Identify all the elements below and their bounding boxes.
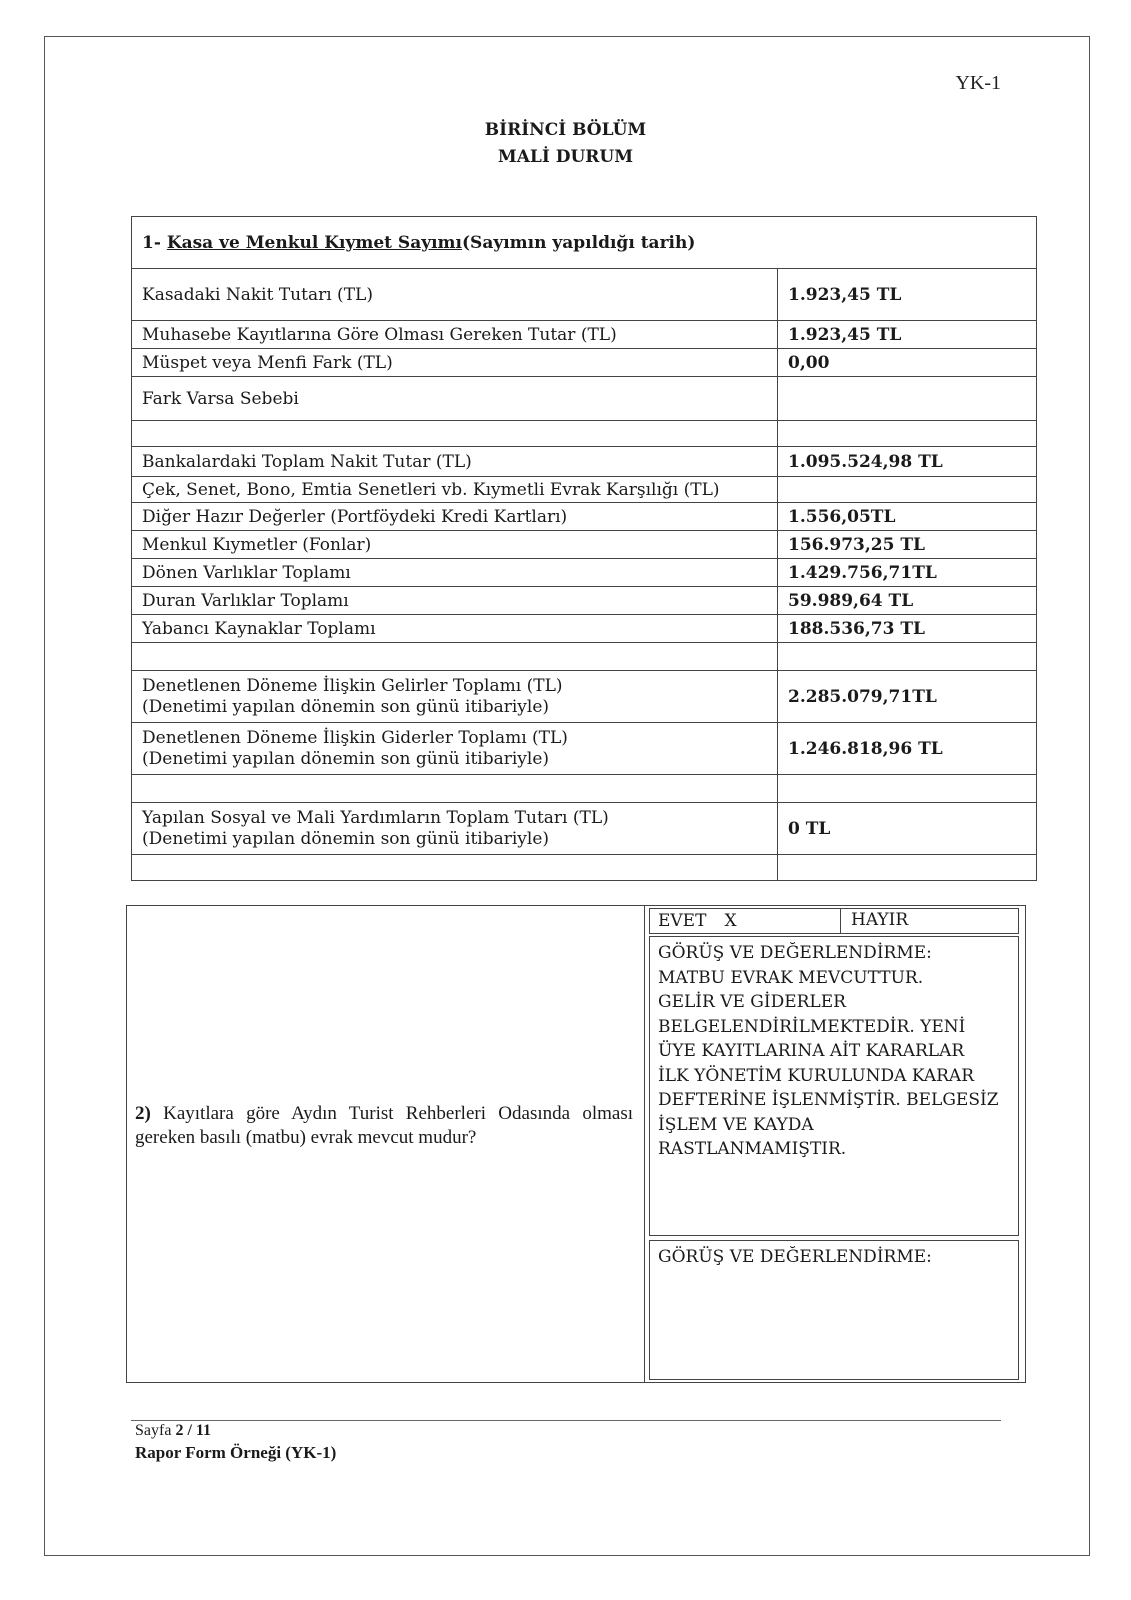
assessment-title: GÖRÜŞ VE DEĞERLENDİRME: <box>658 943 932 963</box>
financial-status-table <box>131 216 1037 881</box>
assessment-line: MATBU EVRAK MEVCUTTUR. <box>658 967 924 988</box>
row-label: Müspet veya Menfi Fark (TL) <box>132 349 778 377</box>
spacer-row <box>132 421 1037 447</box>
table-row <box>132 587 1037 615</box>
spacer-row <box>132 775 1037 803</box>
section-title-underlined: Kasa ve Menkul Kıymet Sayımı <box>166 232 462 253</box>
row-value: 0,00 <box>778 349 1037 377</box>
row-value: 1.923,45 TL <box>778 321 1037 349</box>
row-value <box>778 477 1037 503</box>
section-number: 1- <box>142 232 161 253</box>
row-label: Yabancı Kaynaklar Toplamı <box>132 615 778 643</box>
table-row <box>132 615 1037 643</box>
row-label <box>132 671 778 723</box>
row-label-sub: (Denetimi yapılan dönemin son günü itibariyle) <box>142 696 550 717</box>
table-row <box>132 559 1037 587</box>
row-label-main: Yapılan Sosyal ve Mali Yardımların Toplam Tutarı (TL) <box>142 807 609 828</box>
spacer-row <box>132 855 1037 881</box>
assessment-line: RASTLANMAMIŞTIR. <box>658 1139 847 1159</box>
assessment-line: İŞLEM VE KAYDA <box>658 1114 814 1135</box>
row-value: 1.429.756,71TL <box>778 559 1037 587</box>
table-row <box>132 531 1037 559</box>
answer-cell <box>645 906 1024 1382</box>
row-value <box>778 377 1037 421</box>
document-code: YK-1 <box>955 72 1001 94</box>
form-name: Rapor Form Örneği (YK-1) <box>135 1443 337 1462</box>
page-footer <box>135 1420 336 1464</box>
row-label: Dönen Varlıklar Toplamı <box>132 559 778 587</box>
yes-mark: X <box>724 911 737 931</box>
assessment-line: DEFTERİNE İŞLENMİŞTİR. BELGESİZ <box>658 1090 999 1110</box>
assessment-line: ÜYE KAYITLARINA AİT KARARLAR <box>658 1041 965 1061</box>
row-value: 156.973,25 TL <box>778 531 1037 559</box>
table-row <box>132 269 1037 321</box>
table-row <box>132 803 1037 855</box>
question-number: 2) <box>135 1103 151 1124</box>
page-prefix: Sayfa <box>135 1422 176 1439</box>
row-label <box>132 723 778 775</box>
row-label-sub: (Denetimi yapılan dönemin son günü itibariyle) <box>142 828 550 849</box>
table-title <box>132 217 1037 269</box>
row-label-main: Denetlenen Döneme İlişkin Gelirler Toplamı (TL) <box>142 675 563 696</box>
row-value: 1.556,05TL <box>778 503 1037 531</box>
row-label: Bankalardaki Toplam Nakit Tutar (TL) <box>132 447 778 477</box>
section-subheading: MALİ DURUM <box>497 147 634 167</box>
row-label <box>132 803 778 855</box>
yes-no-row <box>649 908 1019 934</box>
question-cell <box>127 906 645 1382</box>
row-label: Çek, Senet, Bono, Emtia Senetleri vb. Kıymetli Evrak Karşılığı (TL) <box>132 477 778 503</box>
row-value: 59.989,64 TL <box>778 587 1037 615</box>
yes-option <box>658 911 737 931</box>
page-number-line <box>135 1420 336 1442</box>
yes-label: EVET <box>658 911 707 931</box>
row-label-main: Denetlenen Döneme İlişkin Giderler Toplamı (TL) <box>142 727 568 748</box>
assessment-line: BELGELENDİRİLMEKTEDİR. YENİ <box>658 1016 966 1037</box>
table-row <box>132 671 1037 723</box>
page-number: 2 / 11 <box>175 1422 211 1439</box>
assessment-title-2: GÖRÜŞ VE DEĞERLENDİRME: <box>658 1247 932 1267</box>
row-value: 1.923,45 TL <box>778 269 1037 321</box>
row-value: 1.246.818,96 TL <box>778 723 1037 775</box>
row-label: Fark Varsa Sebebi <box>132 377 778 421</box>
assessment-line: İLK YÖNETİM KURULUNDA KARAR <box>658 1065 975 1086</box>
row-label: Duran Varlıklar Toplamı <box>132 587 778 615</box>
row-value: 1.095.524,98 TL <box>778 447 1037 477</box>
section-title-rest: (Sayımın yapıldığı tarih) <box>462 232 696 253</box>
no-option: HAYIR <box>840 908 1018 934</box>
spacer-row <box>132 643 1037 671</box>
row-label: Muhasebe Kayıtlarına Göre Olması Gereken Tutar (TL) <box>132 321 778 349</box>
assessment-line: GELİR VE GİDERLER <box>658 992 846 1012</box>
row-value: 0 TL <box>778 803 1037 855</box>
table-title-row <box>132 217 1037 269</box>
assessment-box-2 <box>649 1240 1019 1380</box>
row-label: Diğer Hazır Değerler (Portföydeki Kredi Kartları) <box>132 503 778 531</box>
assessment-box <box>649 936 1019 1236</box>
table-row <box>132 723 1037 775</box>
row-value: 188.536,73 TL <box>778 615 1037 643</box>
table-row <box>132 503 1037 531</box>
row-label: Kasadaki Nakit Tutarı (TL) <box>132 269 778 321</box>
question-2-block <box>126 905 1026 1383</box>
row-label-sub: (Denetimi yapılan dönemin son günü itibariyle) <box>142 748 550 769</box>
table-row <box>132 349 1037 377</box>
table-row <box>132 321 1037 349</box>
question-text-block <box>135 1102 633 1150</box>
row-value: 2.285.079,71TL <box>778 671 1037 723</box>
table-row <box>132 377 1037 421</box>
row-label: Menkul Kıymetler (Fonlar) <box>132 531 778 559</box>
section-heading: BİRİNCİ BÖLÜM <box>484 120 647 140</box>
table-row <box>132 477 1037 503</box>
question-text: Kayıtlara göre Aydın Turist Rehberleri Odasında olması gereken basılı (matbu) evrak mevcut mudur? <box>135 1103 633 1148</box>
table-row <box>132 447 1037 477</box>
